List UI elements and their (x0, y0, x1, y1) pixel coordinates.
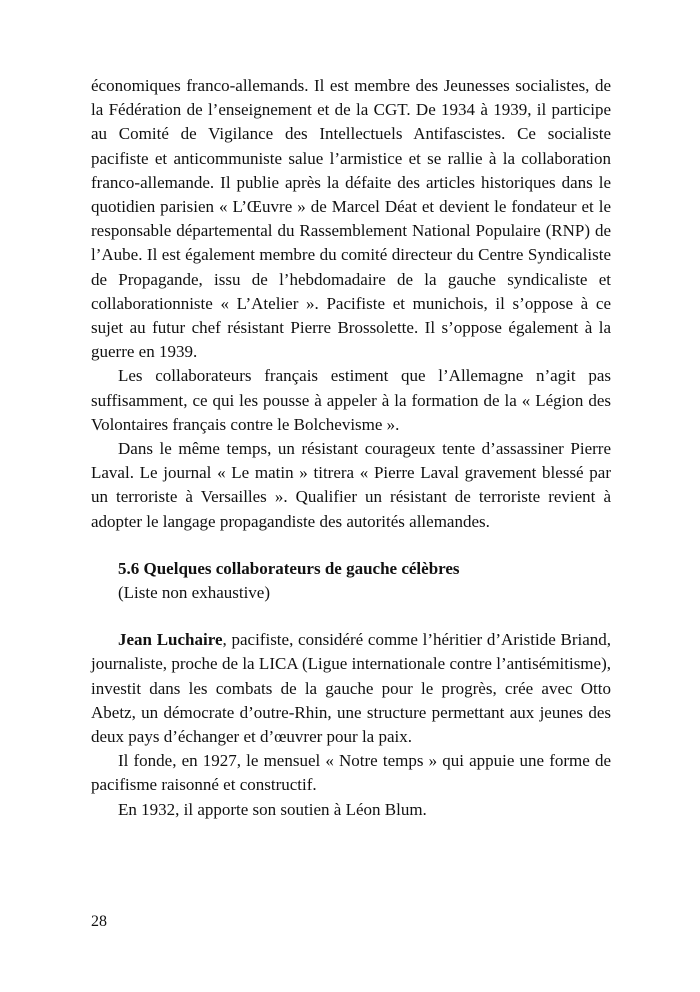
paragraph-continuation: économiques franco-allemands. Il est membre des Jeunesses socialistes, de la Fédération de l’enseignement et de la CGT. De 1934 à 1939, il participe au Comité de Vigilance des Intellectuels Antifascistes. Ce socialiste pacifiste et anticommuniste salue l’armistice et se rallie à la collaboration franco-allemande. Il publie après la défaite des articles historiques dans le quotidien parisien « L’Œuvre » de Marcel Déat et devient le fondateur et le responsable départemental du Rassemblement National Populaire (RNP) de l’Aube. Il est également membre du comité directeur du Centre Syndicaliste de Propagande, issu de l’hebdomadaire de la gauche syndicaliste et collaborationniste « L’Atelier ». Pacifiste et munichois, il s’oppose à ce sujet au futur chef résistant Pierre Brossolette. Il s’oppose également à la guerre en 1939. (91, 76, 611, 362)
paragraph-luchaire (91, 628, 611, 749)
paragraph-luchaire-text: , pacifiste, considéré comme l’héritier d’Aristide Briand, journaliste, proche de la LICA (Ligue internationale contre l’antisémitisme), investit dans les combats de la gauche pour le progrès, crée avec Otto Abetz, un démocrate d’outre-Rhin, une structure permettant aux jeunes des deux pays d’échanger et d’œuvrer pour la paix. (91, 630, 612, 747)
page-number: 28 (91, 913, 107, 930)
paragraph-notre-temps: Il fonde, en 1927, le mensuel « Notre temps » qui appuie une forme de pacifisme raisonné et constructif. (91, 751, 611, 795)
paragraph-blum: En 1932, il apporte son soutien à Léon Blum. (118, 799, 427, 819)
person-name: Jean Luchaire (118, 630, 223, 650)
paragraph-laval: Dans le même temps, un résistant courageux tente d’assassiner Pierre Laval. Le journal « Le matin » titrera « Pierre Laval gravement blessé par un terroriste à Versailles ». Qualifier un résistant de terroriste revient à adopter le langage propagandiste des autorités allemandes. (91, 439, 611, 531)
paragraph-collaborateurs: Les collaborateurs français estiment que l’Allemagne n’agit pas suffisamment, ce qui les pousse à appeler à la formation de la « Légion des Volontaires français contre le Bolchevisme ». (91, 366, 611, 434)
section-heading: 5.6 Quelques collaborateurs de gauche célèbres (118, 558, 460, 578)
body-text (91, 74, 611, 822)
section-subheading: (Liste non exhaustive) (118, 583, 271, 603)
